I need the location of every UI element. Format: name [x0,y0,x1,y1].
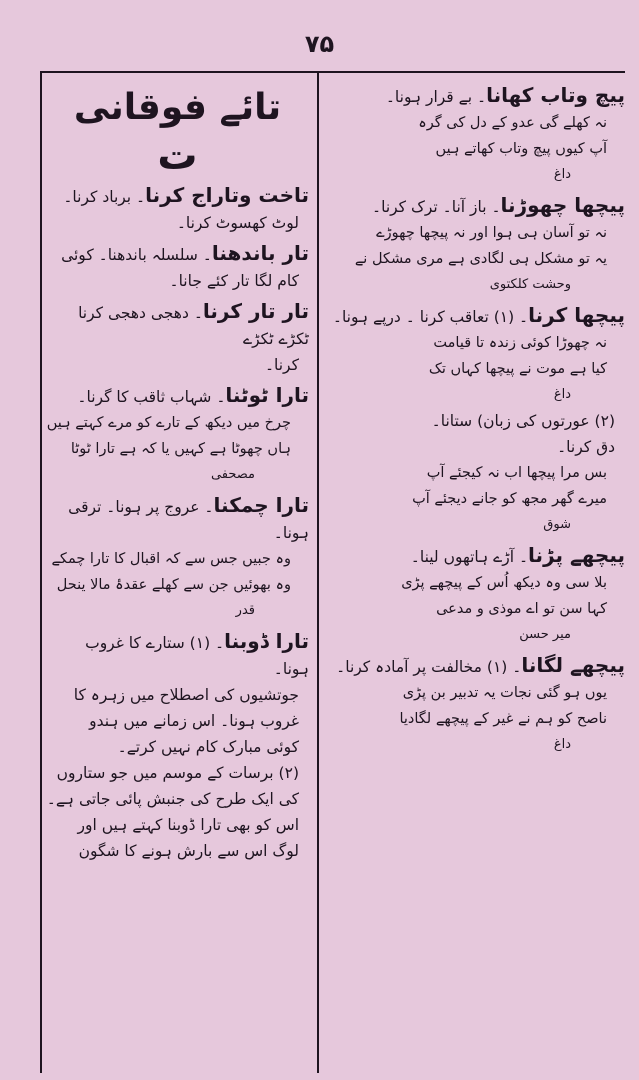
left-column [46,78,309,1074]
definition: ۔ دھجی دھجی کرنا ٹکڑے ٹکڑے [78,304,309,348]
poet-name: داغ [553,167,571,182]
definition: ۔ آڑے ہاتھوں لینا۔ [410,548,529,566]
header-rule [40,71,625,73]
sub-definition: (۲) برسات کے موسم میں جو ستاروں [56,764,299,782]
headword: پیچھا چھوڑنا [500,193,625,217]
section-title: تائے فوقانی [73,87,282,128]
verse-line: کہا سن تو اے موذی و مدعی [436,601,607,617]
definition-continued: لوگ اس سے بارش ہونے کا شگون [78,842,299,860]
poet-name: داغ [553,387,571,402]
definition-continued: غروب ہونا۔ اس زمانے میں ہندو [89,712,299,730]
verse-line: نہ کھلے گی عدو کے دل کی گرہ [418,115,607,131]
entry [46,382,309,410]
entry [326,542,625,570]
verse-line: کیا ہے موت نے پیچھا کہاں تک [428,361,607,377]
entry [326,192,625,220]
headword: تارا ڈوبنا [224,629,309,653]
headword: تارا ٹوٹنا [225,383,309,407]
headword: پیچھا کرنا [528,303,625,327]
entry [46,628,309,682]
column-divider [317,73,319,1073]
left-margin-rule [40,73,42,1073]
poet-name: مصحفی [210,467,255,482]
entry [46,298,309,352]
definition: ۔ بے قرار ہونا۔ [385,88,487,106]
verse-line: ناصح کو ہم نے غیر کے پیچھے لگادیا [399,711,607,727]
definition-continued: کام لگا تار کئے جانا۔ [169,272,299,290]
definition: ۔ سلسلہ باندھنا۔ کوئی [61,246,212,264]
definition: ۔ (۱) ستارے کا غروب ہونا۔ [85,634,309,678]
poet-name: وحشت کلکتوی [489,277,571,292]
headword: تار باندھنا [211,241,309,265]
verse-line: نہ چھوڑا کوئی زندہ تا قیامت [433,335,607,351]
verse-line: نہ تو آسان ہی ہوا اور نہ پیچھا چھوڑے [376,225,607,241]
definition-continued: کی ایک طرح کی جنبش پائی جاتی ہے۔ [46,790,299,808]
headword: تاخت وتاراج کرنا [145,183,309,207]
verse-line: یہ تو مشکل ہی لگادی ہے مری مشکل نے [354,251,607,267]
poet-name: داغ [553,737,571,752]
poet-name: میر حسن [519,627,571,642]
entry [46,240,309,268]
page-number: ۷۵ [304,30,335,58]
verse-line: یوں ہو گئی نجات یہ تدبیر بن پڑی [402,685,607,701]
sub-definition: (۲) عورتوں کی زبان) ستانا۔ [431,412,615,430]
verse-line: میرے گھر مجھ کو جانے دیجئے آپ [412,491,607,507]
definition: ۔ (۱) تعاقب کرنا ۔ درپے ہونا۔ [332,308,529,326]
verse-line: وہ جبیں جس سے کہ اقبال کا تارا چمکے [51,551,291,567]
definition-continued: کرنا۔ [264,356,299,374]
verse-line: بس مرا پیچھا اب نہ کیجئے آپ [426,465,607,481]
headword: پیچ وتاب کھانا [486,83,625,107]
right-column [326,78,625,1074]
entry [326,652,625,680]
definition-continued: اس کو بھی تارا ڈوبنا کہتے ہیں اور [77,816,299,834]
entry [326,82,625,110]
entry [326,302,625,330]
definition: ۔ (۱) مخالفت پر آمادہ کرنا۔ [336,658,522,676]
sub-definition: دق کرنا۔ [557,438,615,456]
poet-name: شوق [543,517,571,532]
verse-line: ہاں چھوٹا ہے کہیں یا کہ ہے تارا ٹوٹا [70,441,291,457]
headword: پیچھے پڑنا [528,543,625,567]
poet-name: قدر [235,603,255,618]
definition: ۔ عروج پر ہونا۔ ترقی ہونا۔ [68,498,309,542]
verse-line: چرخ میں دیکھ کے تارے کو مرے کہتے ہیں [46,415,291,431]
headword: پیچھے لگانا [521,653,625,677]
definition: ۔ شہاب ثاقب کا گرنا۔ [77,388,226,406]
headword: تارا چمکنا [213,493,309,517]
headword: تار تار کرنا [202,299,309,323]
definition-continued: کوئی مبارک کام نہیں کرتے۔ [117,738,299,756]
section-letter: ت [157,133,198,179]
definition: ۔ برباد کرنا۔ [63,188,146,206]
verse-line: بلا سی وہ دیکھ اُس کے پیچھے پڑی [401,575,607,591]
definition-continued: لوٹ کھسوٹ کرنا۔ [176,214,299,232]
verse-line: وہ بھوئیں جن سے کھلے عقدۂ مالا ینحل [56,577,291,593]
definition-continued: جوتشیوں کی اصطلاح میں زہرہ کا [73,686,299,704]
verse-line: آپ کیوں پیچ وتاب کھاتے ہیں [435,141,607,157]
entry [46,182,309,210]
entry [46,492,309,546]
definition: ۔ باز آنا۔ ترک کرنا۔ [372,198,501,216]
